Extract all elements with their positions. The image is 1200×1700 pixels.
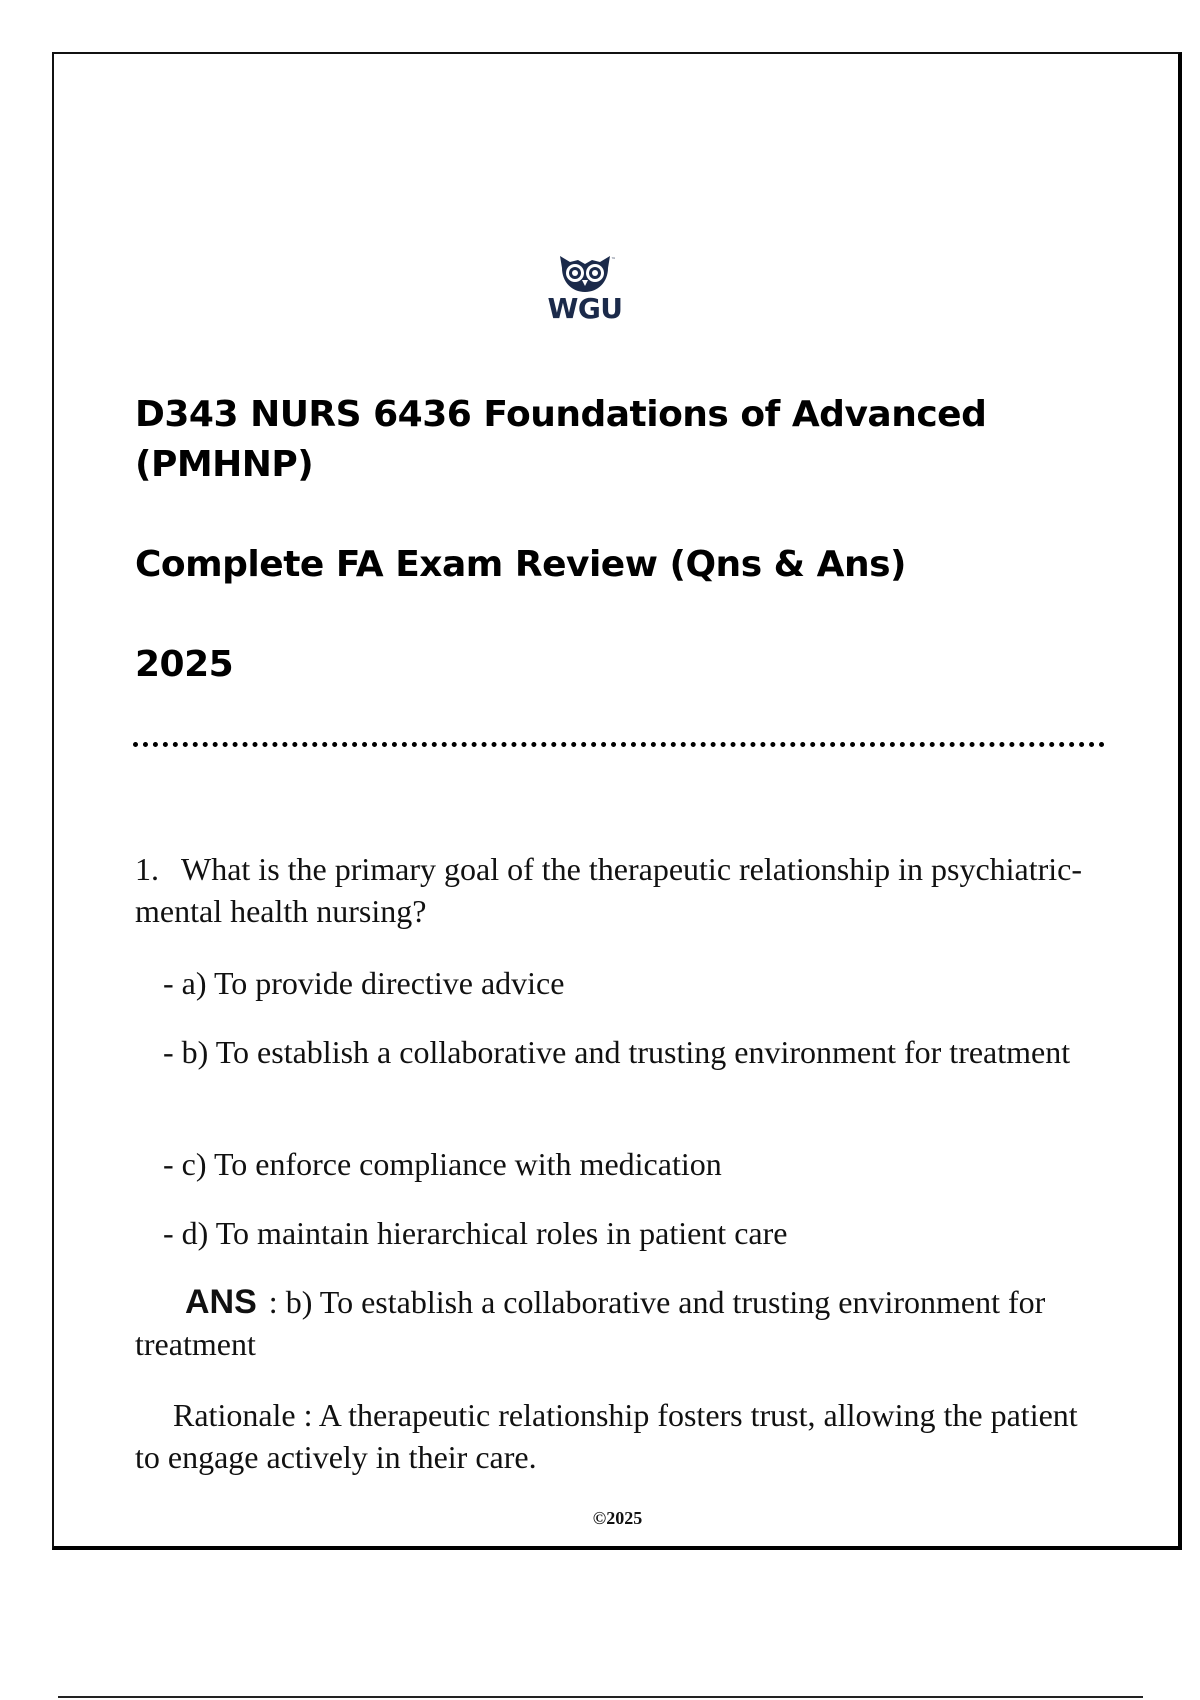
svg-text:™: ™ [611, 257, 616, 263]
wgu-logo [540, 252, 630, 324]
option-c [135, 1143, 1095, 1185]
option-a-text: - a) To provide directive advice [163, 965, 565, 1001]
rationale-text: Rationale : A therapeutic relationship fosters trust, allowing the patient to engage actively in their care. [135, 1397, 1078, 1475]
document-subtitle: Complete FA Exam Review (Qns & Ans) [135, 544, 906, 585]
question-text: What is the primary goal of the therapeutic relationship in psychiatric-mental health nursing? [135, 851, 1083, 929]
option-d [135, 1212, 1095, 1254]
bottom-rule [58, 1696, 1143, 1698]
answer [135, 1281, 1095, 1365]
answer-text: : b) To establish a collaborative and trusting environment for treatment [135, 1284, 1046, 1362]
owl-icon [554, 252, 616, 294]
option-c-text: - c) To enforce compliance with medication [163, 1146, 722, 1182]
rationale [135, 1394, 1105, 1478]
document-year: 2025 [135, 644, 234, 685]
copyright-footer: ©2025 [592, 1508, 643, 1528]
document-title: D343 NURS 6436 Foundations of Advanced (PMHNP) [135, 394, 987, 485]
dotted-divider [133, 742, 1105, 747]
question-number: 1. [135, 851, 159, 887]
logo-wordmark: WGU [547, 292, 623, 325]
question-1 [135, 848, 1095, 932]
option-a [135, 962, 1095, 1004]
option-b-text: - b) To establish a collaborative and trusting environment for treatment [163, 1034, 1071, 1070]
answer-label: ANS [185, 1283, 257, 1321]
option-b [135, 1031, 1095, 1073]
option-d-text: - d) To maintain hierarchical roles in patient care [163, 1215, 788, 1251]
